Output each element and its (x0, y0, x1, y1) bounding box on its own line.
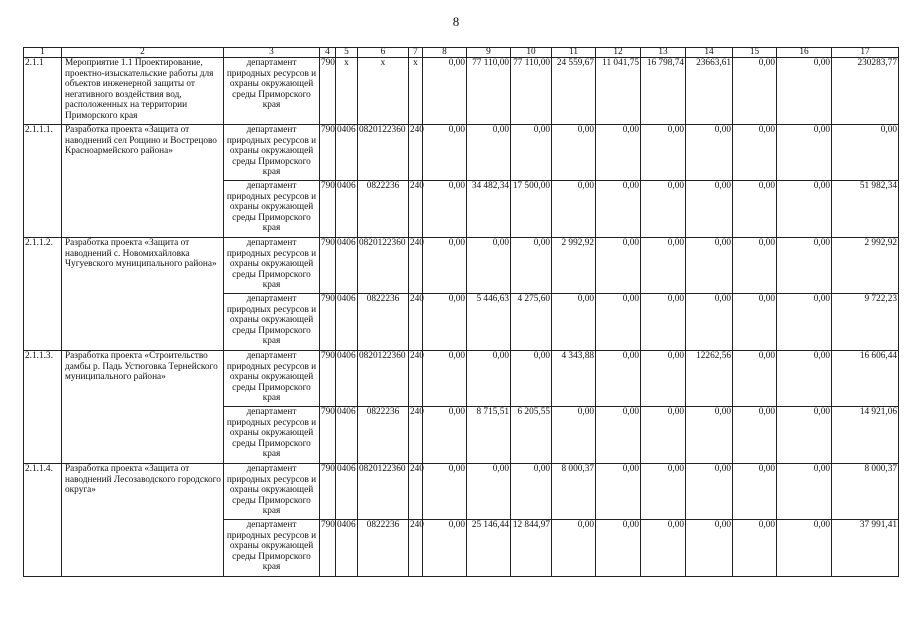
budget-code: 0406 (336, 125, 358, 181)
department: департамент природных ресурсов и охраны окружающей среды Приморского края (224, 407, 320, 464)
budget-code: 0406 (336, 520, 358, 577)
amount-cell: 0,00 (686, 238, 733, 294)
column-header: 17 (832, 48, 899, 58)
budget-code: х (358, 58, 409, 125)
row-number: 2.1.1 (24, 58, 62, 125)
amount-cell: 0,00 (511, 351, 552, 407)
amount-cell: 0,00 (423, 351, 467, 407)
department: департамент природных ресурсов и охраны окружающей среды Приморского края (224, 238, 320, 294)
department: департамент природных ресурсов и охраны окружающей среды Приморского края (224, 125, 320, 181)
row-number: 2.1.1.2. (24, 238, 62, 351)
amount-cell: 0,00 (733, 407, 777, 464)
amount-cell: 0,00 (686, 520, 733, 577)
table-row (24, 464, 899, 520)
department: департамент природных ресурсов и охраны окружающей среды Приморского края (224, 464, 320, 520)
amount-cell: 0,00 (777, 125, 832, 181)
column-header: 12 (596, 48, 641, 58)
budget-code: 790 (320, 125, 336, 181)
amount-cell: 25 146,44 (467, 520, 511, 577)
amount-cell: 0,00 (596, 238, 641, 294)
budget-code: 0406 (336, 238, 358, 294)
amount-cell: 0,00 (552, 407, 596, 464)
amount-cell: 11 041,75 (596, 58, 641, 125)
amount-cell: 0,00 (733, 351, 777, 407)
amount-cell: 0,00 (596, 294, 641, 351)
event-name: Разработка проекта «Защита от наводнений с. Новомихайловка Чугуевского муниципального района» (62, 238, 224, 351)
amount-cell: 230283,77 (832, 58, 899, 125)
column-header: 8 (423, 48, 467, 58)
amount-cell: 0,00 (686, 125, 733, 181)
amount-cell: 0,00 (686, 294, 733, 351)
column-header: 14 (686, 48, 733, 58)
amount-cell: 0,00 (596, 181, 641, 238)
amount-cell: 0,00 (467, 238, 511, 294)
amount-cell: 8 000,37 (552, 464, 596, 520)
amount-cell: 0,00 (777, 464, 832, 520)
amount-cell: 0,00 (641, 238, 686, 294)
budget-code: 240 (409, 238, 423, 294)
amount-cell: 0,00 (686, 407, 733, 464)
budget-code: 0820122360 (358, 125, 409, 181)
budget-code: 0822236 (358, 407, 409, 464)
column-header: 9 (467, 48, 511, 58)
amount-cell: 5 446,63 (467, 294, 511, 351)
amount-cell: 0,00 (596, 125, 641, 181)
amount-cell: 0,00 (641, 294, 686, 351)
budget-table (23, 47, 899, 577)
department: департамент природных ресурсов и охраны окружающей среды Приморского края (224, 58, 320, 125)
column-header: 7 (409, 48, 423, 58)
amount-cell: 24 559,67 (552, 58, 596, 125)
amount-cell: 0,00 (423, 294, 467, 351)
amount-cell: 12262,56 (686, 351, 733, 407)
amount-cell: 0,00 (511, 238, 552, 294)
column-header: 15 (733, 48, 777, 58)
amount-cell: 0,00 (733, 181, 777, 238)
column-header: 6 (358, 48, 409, 58)
amount-cell: 0,00 (552, 181, 596, 238)
amount-cell: 0,00 (777, 294, 832, 351)
amount-cell: 0,00 (641, 125, 686, 181)
amount-cell: 0,00 (423, 464, 467, 520)
budget-code: 0406 (336, 294, 358, 351)
column-header: 13 (641, 48, 686, 58)
budget-code: 240 (409, 181, 423, 238)
amount-cell: 0,00 (467, 125, 511, 181)
budget-code: 790 (320, 351, 336, 407)
amount-cell: 0,00 (777, 238, 832, 294)
budget-code: 0822236 (358, 294, 409, 351)
department: департамент природных ресурсов и охраны окружающей среды Приморского края (224, 520, 320, 577)
amount-cell: 0,00 (596, 351, 641, 407)
column-header: 16 (777, 48, 832, 58)
event-name: Разработка проекта «Защита от наводнений Лесозаводского городского округа» (62, 464, 224, 577)
amount-cell: 0,00 (511, 125, 552, 181)
budget-code: 240 (409, 294, 423, 351)
budget-code: 0822236 (358, 520, 409, 577)
amount-cell: 16 798,74 (641, 58, 686, 125)
amount-cell: 51 982,34 (832, 181, 899, 238)
budget-code: х (409, 58, 423, 125)
amount-cell: 23663,61 (686, 58, 733, 125)
budget-code: 0820122360 (358, 464, 409, 520)
column-header: 1 (24, 48, 62, 58)
budget-code: 790 (320, 464, 336, 520)
amount-cell: 0,00 (641, 520, 686, 577)
budget-code: 0406 (336, 464, 358, 520)
amount-cell: 0,00 (423, 407, 467, 464)
event-name: Разработка проекта «Защита от наводнений сел Рощино и Вострецово Красноармейского района» (62, 125, 224, 238)
amount-cell: 0,00 (511, 464, 552, 520)
amount-cell: 0,00 (733, 520, 777, 577)
budget-code: х (336, 58, 358, 125)
amount-cell: 0,00 (777, 351, 832, 407)
page-number: 8 (452, 14, 460, 29)
budget-code: 790 (320, 294, 336, 351)
amount-cell: 4 343,88 (552, 351, 596, 407)
amount-cell: 0,00 (552, 520, 596, 577)
amount-cell: 4 275,60 (511, 294, 552, 351)
amount-cell: 0,00 (641, 464, 686, 520)
table-row (24, 125, 899, 181)
amount-cell: 0,00 (467, 464, 511, 520)
amount-cell: 0,00 (423, 125, 467, 181)
department: департамент природных ресурсов и охраны окружающей среды Приморского края (224, 294, 320, 351)
budget-code: 240 (409, 125, 423, 181)
budget-code: 0406 (336, 407, 358, 464)
budget-code: 240 (409, 351, 423, 407)
amount-cell: 0,00 (777, 407, 832, 464)
amount-cell: 0,00 (733, 58, 777, 125)
amount-cell: 12 844,97 (511, 520, 552, 577)
amount-cell: 77 110,00 (511, 58, 552, 125)
amount-cell: 8 715,51 (467, 407, 511, 464)
budget-code: 0820122360 (358, 351, 409, 407)
amount-cell: 0,00 (733, 238, 777, 294)
amount-cell: 0,00 (423, 181, 467, 238)
table-row (24, 351, 899, 407)
budget-code: 790 (320, 238, 336, 294)
amount-cell: 0,00 (777, 181, 832, 238)
row-number: 2.1.1.3. (24, 351, 62, 464)
amount-cell: 0,00 (423, 238, 467, 294)
amount-cell: 0,00 (777, 58, 832, 125)
amount-cell: 0,00 (733, 125, 777, 181)
department: департамент природных ресурсов и охраны окружающей среды Приморского края (224, 351, 320, 407)
amount-cell: 0,00 (423, 520, 467, 577)
amount-cell: 0,00 (641, 407, 686, 464)
table-row (24, 238, 899, 294)
amount-cell: 0,00 (596, 464, 641, 520)
event-name: Мероприятие 1.1 Проектирование, проектно-изыскательские работы для объектов инженерной защиты от негативного воздействия вод, расположенных на территории Приморского края (62, 58, 224, 125)
budget-code: 790 (320, 181, 336, 238)
amount-cell: 0,00 (467, 351, 511, 407)
budget-code: 790 (320, 520, 336, 577)
department: департамент природных ресурсов и охраны окружающей среды Приморского края (224, 181, 320, 238)
amount-cell: 0,00 (777, 520, 832, 577)
column-header: 11 (552, 48, 596, 58)
amount-cell: 14 921,06 (832, 407, 899, 464)
budget-code: 0406 (336, 351, 358, 407)
event-name: Разработка проекта «Строительство дамбы р. Падь Устюговка Тернейского муниципального района» (62, 351, 224, 464)
amount-cell: 0,00 (423, 58, 467, 125)
table-row (24, 58, 899, 125)
amount-cell: 0,00 (641, 181, 686, 238)
row-number: 2.1.1.4. (24, 464, 62, 577)
amount-cell: 17 500,00 (511, 181, 552, 238)
amount-cell: 0,00 (733, 294, 777, 351)
amount-cell: 16 606,44 (832, 351, 899, 407)
budget-code: 0406 (336, 181, 358, 238)
amount-cell: 77 110,00 (467, 58, 511, 125)
amount-cell: 0,00 (686, 464, 733, 520)
amount-cell: 0,00 (552, 294, 596, 351)
budget-code: 790 (320, 407, 336, 464)
amount-cell: 0,00 (641, 351, 686, 407)
column-header: 4 (320, 48, 336, 58)
budget-code: 0820122360 (358, 238, 409, 294)
amount-cell: 0,00 (596, 407, 641, 464)
column-header: 5 (336, 48, 358, 58)
header-row (24, 48, 899, 58)
amount-cell: 9 722,23 (832, 294, 899, 351)
budget-code: 0822236 (358, 181, 409, 238)
amount-cell: 2 992,92 (832, 238, 899, 294)
amount-cell: 8 000,37 (832, 464, 899, 520)
amount-cell: 0,00 (832, 125, 899, 181)
column-header: 3 (224, 48, 320, 58)
amount-cell: 0,00 (596, 520, 641, 577)
budget-code: 240 (409, 407, 423, 464)
column-header: 2 (62, 48, 224, 58)
budget-code: 240 (409, 464, 423, 520)
amount-cell: 2 992,92 (552, 238, 596, 294)
amount-cell: 37 991,41 (832, 520, 899, 577)
budget-code: 790 (320, 58, 336, 125)
amount-cell: 0,00 (733, 464, 777, 520)
budget-code: 240 (409, 520, 423, 577)
amount-cell: 6 205,55 (511, 407, 552, 464)
column-header: 10 (511, 48, 552, 58)
amount-cell: 34 482,34 (467, 181, 511, 238)
amount-cell: 0,00 (552, 125, 596, 181)
amount-cell: 0,00 (686, 181, 733, 238)
row-number: 2.1.1.1. (24, 125, 62, 238)
